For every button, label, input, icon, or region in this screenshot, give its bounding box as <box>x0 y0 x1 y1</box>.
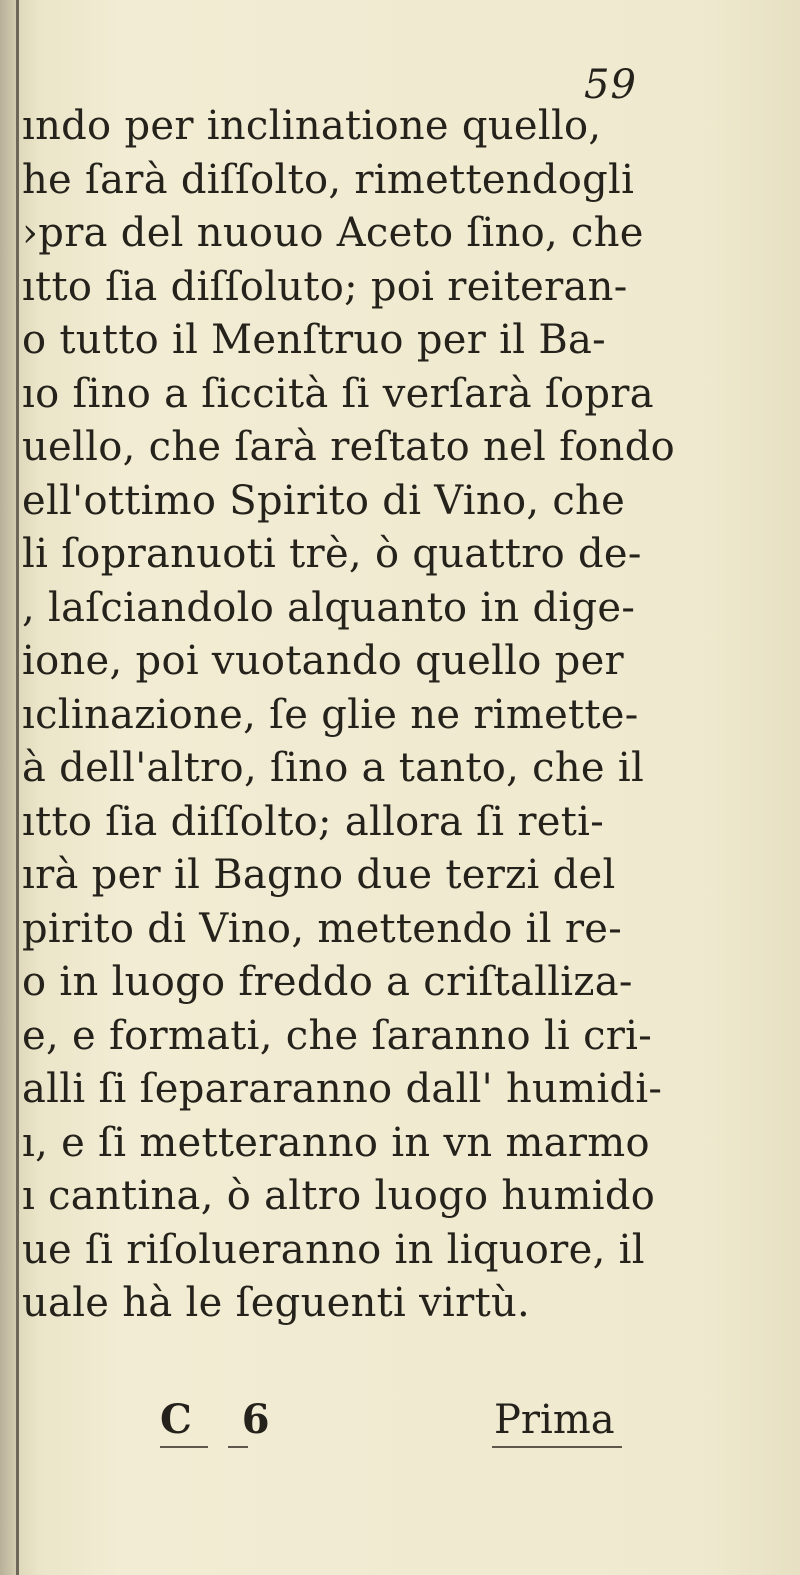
signature-underline <box>160 1446 208 1448</box>
signature-mark: C 6 <box>160 1396 288 1443</box>
text-line: ıtto ſia diſſolto; allora ſi reti- <box>22 798 605 845</box>
text-line: ›pra del nuouo Aceto ſino, che <box>22 210 644 256</box>
text-line: o tutto il Menſtruo per il Ba- <box>22 317 606 363</box>
signature-underline-2 <box>228 1446 248 1448</box>
text-block <box>22 100 792 1331</box>
text-line: ıtto ſia diſſoluto; poi reiteran- <box>22 263 628 310</box>
text-line: e, e formati, che ſaranno li cri- <box>22 1012 653 1059</box>
text-line: ione, poi vuotando quello per <box>22 638 624 684</box>
text-line: li ſopranuoti trè, ò quattro de- <box>22 531 642 577</box>
text-line: o in luogo freddo a criſtalliza- <box>22 959 633 1005</box>
gutter-line <box>16 0 19 1575</box>
catchword-underline <box>492 1446 622 1448</box>
text-line: he ſarà diſſolto, rimettendogli <box>22 156 635 203</box>
text-line: uale hà le ſeguenti virtù. <box>22 1280 531 1326</box>
text-line: ırà per il Bagno due terzi del <box>22 852 616 898</box>
catchline <box>0 1390 800 1450</box>
text-line: uello, che ſarà reſtato nel fondo <box>22 424 675 470</box>
text-line: ıo ſino a ſiccità ſi verſarà ſopra <box>22 370 654 417</box>
text-line: ue ſi riſolueranno in liquore, il <box>22 1226 645 1273</box>
gutter-shadow <box>0 0 16 1575</box>
page-number: 59 <box>584 62 637 108</box>
text-line: ıclinazione, ſe glie ne rimette- <box>22 691 639 738</box>
text-line: ell'ottimo Spirito di Vino, che <box>22 477 626 524</box>
text-line: , laſciandolo alquanto in dige- <box>22 584 636 631</box>
text-line: alli ſi ſepararanno dall' humidi- <box>22 1066 663 1112</box>
catchword: Prima <box>494 1397 615 1443</box>
text-line: à dell'altro, ſino a tanto, che il <box>22 745 645 791</box>
text-line: ındo per inclinatione quello, <box>22 103 602 149</box>
text-line: ı, e ſi metteranno in vn marmo <box>22 1119 650 1166</box>
text-line: ı cantina, ò altro luogo humido <box>22 1173 656 1219</box>
text-line: pirito di Vino, mettendo il re- <box>22 905 623 952</box>
